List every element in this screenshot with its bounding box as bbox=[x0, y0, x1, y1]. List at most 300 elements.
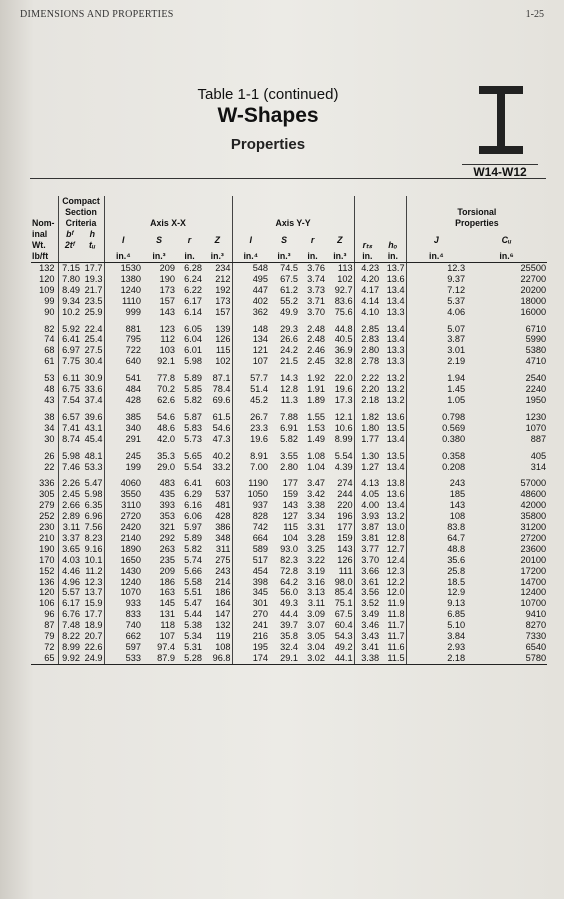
table-cell: 3.11 bbox=[307, 598, 326, 609]
table-cell: 92.1 bbox=[157, 356, 176, 367]
table-cell: 11.9 bbox=[387, 598, 405, 609]
table-row bbox=[31, 395, 547, 406]
table-cell: 54.6 bbox=[212, 422, 231, 433]
nominal-weight-cell: 190 bbox=[39, 543, 55, 554]
table-cell: 127 bbox=[282, 511, 299, 522]
table-cell: 6.06 bbox=[184, 511, 203, 522]
table-cell: 1380 bbox=[104, 274, 142, 285]
table-cell: 447 bbox=[232, 285, 269, 296]
table-cell: 32.8 bbox=[334, 356, 353, 367]
table-cell: 1.45 bbox=[406, 384, 466, 395]
unit-cell bbox=[81, 251, 104, 263]
table-cell: 398 bbox=[232, 577, 269, 588]
table-cell: 3.84 bbox=[406, 631, 466, 642]
nominal-weight-cell: 53 bbox=[44, 373, 55, 384]
table-cell: 3.49 bbox=[354, 609, 380, 620]
table-cell: 454 bbox=[232, 566, 269, 577]
table-cell: 5.51 bbox=[184, 587, 203, 598]
table-cell: 173 bbox=[215, 295, 231, 306]
table-cell: 12.4 bbox=[386, 554, 405, 565]
table-cell: 7.46 bbox=[58, 462, 81, 473]
table-cell: 495 bbox=[232, 274, 269, 285]
table-cell: 6.35 bbox=[84, 500, 103, 511]
table-cell: 386 bbox=[215, 522, 231, 533]
axis-xx-header: Axis X-X bbox=[104, 196, 232, 229]
table-cell: 12.2 bbox=[386, 576, 405, 587]
table-cell: 143 bbox=[282, 500, 299, 511]
table-cell: 2.46 bbox=[307, 345, 326, 356]
unit-cell: in. bbox=[354, 251, 380, 263]
table-cell: 4.17 bbox=[354, 285, 380, 296]
unit-cell: in.³ bbox=[142, 251, 176, 263]
table-cell: 119 bbox=[215, 631, 231, 642]
table-cell: 107 bbox=[159, 631, 176, 642]
table-cell: 13.2 bbox=[386, 384, 405, 395]
table-cell: 18.5 bbox=[406, 577, 466, 588]
table-cell: 533 bbox=[104, 653, 142, 664]
table-cell: 340 bbox=[104, 423, 142, 434]
table-cell: 0.569 bbox=[406, 423, 466, 434]
table-cell: 1050 bbox=[232, 489, 269, 500]
unit-cell: in. bbox=[299, 251, 326, 263]
table-cell: 13.0 bbox=[386, 522, 405, 533]
table-cell: 3.70 bbox=[307, 306, 326, 317]
table-cell: 7.12 bbox=[406, 285, 466, 296]
table-cell: 385 bbox=[104, 412, 142, 423]
table-cell: 1.94 bbox=[406, 373, 466, 384]
table-cell: 548 bbox=[232, 263, 269, 274]
table-cell: 541 bbox=[104, 373, 142, 384]
table-cell: 64.2 bbox=[280, 576, 299, 587]
table-cell: 5.47 bbox=[184, 598, 203, 609]
table-cell: 405 bbox=[530, 450, 547, 461]
table-cell: 214 bbox=[215, 576, 231, 587]
table-cell: 2140 bbox=[104, 533, 142, 544]
table-cell: 87.1 bbox=[212, 373, 231, 384]
table-cell: 6.05 bbox=[184, 323, 203, 334]
table-cell: 11.7 bbox=[387, 631, 405, 642]
table-row bbox=[31, 462, 547, 473]
table-cell: 662 bbox=[104, 631, 142, 642]
table-cell: 85.4 bbox=[334, 587, 353, 598]
table-cell: 23.5 bbox=[84, 295, 103, 306]
nominal-weight-cell: 152 bbox=[39, 565, 55, 576]
table-cell: 143 bbox=[159, 306, 176, 317]
table-cell: 16000 bbox=[520, 306, 547, 317]
table-cell: 42000 bbox=[520, 500, 547, 511]
nominal-weight-cell: 99 bbox=[44, 295, 55, 306]
table-cell: 1.49 bbox=[307, 433, 326, 444]
table-cell: 57.7 bbox=[232, 373, 269, 384]
table-cell: 5.89 bbox=[184, 532, 203, 543]
table-cell: 53.3 bbox=[84, 461, 103, 472]
table-cell: 37.4 bbox=[84, 394, 103, 405]
table-cell: 1.55 bbox=[307, 411, 326, 422]
table-cell: 1.91 bbox=[307, 384, 326, 395]
table-cell: 5990 bbox=[525, 334, 547, 345]
properties-table-body bbox=[31, 263, 547, 665]
table-cell: 3.13 bbox=[307, 587, 326, 598]
table-cell: 428 bbox=[215, 511, 231, 522]
table-cell: 6.22 bbox=[184, 284, 203, 295]
table-cell: 6.41 bbox=[184, 478, 203, 489]
table-row bbox=[31, 522, 547, 533]
table-subtitle: Properties bbox=[230, 136, 306, 153]
table-cell: 11.7 bbox=[387, 620, 405, 631]
table-cell: 3.01 bbox=[406, 345, 466, 356]
ho-header: hₒ bbox=[388, 240, 398, 250]
w-shape-section-icon bbox=[471, 84, 531, 156]
table-cell: 1.08 bbox=[307, 450, 326, 461]
table-cell: 664 bbox=[232, 533, 269, 544]
table-cell: 1.30 bbox=[354, 451, 380, 462]
table-cell: 5.83 bbox=[184, 422, 203, 433]
table-cell: 999 bbox=[104, 307, 142, 318]
table-cell: 3.19 bbox=[307, 565, 326, 576]
table-cell: 40.5 bbox=[334, 334, 353, 345]
table-cell: 3110 bbox=[104, 500, 142, 511]
table-row bbox=[31, 285, 547, 296]
table-cell: 2.22 bbox=[354, 373, 380, 384]
nominal-weight-cell: 279 bbox=[39, 500, 55, 511]
table-cell: 164 bbox=[215, 598, 231, 609]
table-cell: 933 bbox=[104, 598, 142, 609]
table-cell: 11.6 bbox=[387, 642, 405, 652]
table-cell: 157 bbox=[159, 295, 176, 306]
table-cell: 6.17 bbox=[58, 598, 81, 609]
table-cell: 5.37 bbox=[406, 296, 466, 307]
table-row bbox=[31, 451, 547, 462]
nominal-weight-cell: 43 bbox=[44, 394, 55, 405]
table-cell: 274 bbox=[337, 478, 353, 489]
table-cell: 121 bbox=[232, 345, 269, 356]
table-cell: 3.56 bbox=[354, 587, 380, 598]
compact-criteria-header: Compact Section Criteria bbox=[58, 196, 104, 229]
table-cell: 3.61 bbox=[354, 577, 380, 588]
table-cell: 186 bbox=[159, 576, 176, 587]
table-row bbox=[31, 609, 547, 620]
table-cell: 3.77 bbox=[354, 544, 380, 555]
table-cell: 722 bbox=[104, 345, 142, 356]
table-cell: 5.92 bbox=[58, 324, 81, 335]
nominal-weight-cell: 65 bbox=[31, 653, 58, 664]
table-cell: 6.04 bbox=[184, 334, 203, 345]
table-cell: 62.6 bbox=[157, 394, 176, 405]
table-cell: 6.14 bbox=[184, 306, 203, 317]
table-cell: 270 bbox=[232, 609, 269, 620]
table-cell: 11.8 bbox=[387, 609, 405, 620]
table-cell: 134 bbox=[232, 334, 269, 345]
table-cell: 1.77 bbox=[354, 434, 380, 445]
table-cell: 21.5 bbox=[280, 356, 299, 367]
table-cell: 13.7 bbox=[84, 587, 103, 598]
table-cell: 2.80 bbox=[280, 461, 299, 472]
table-cell: 13.4 bbox=[386, 334, 405, 345]
nominal-weight-cell: 305 bbox=[39, 489, 55, 500]
table-cell: 2.18 bbox=[354, 395, 380, 406]
table-row bbox=[31, 373, 547, 384]
table-cell: 10.2 bbox=[58, 307, 81, 318]
table-cell: 51.4 bbox=[232, 384, 269, 395]
table-cell: 6.16 bbox=[184, 500, 203, 511]
unit-cell bbox=[58, 251, 81, 263]
table-cell: 47.3 bbox=[212, 433, 231, 444]
table-cell: 3550 bbox=[104, 489, 142, 500]
table-cell: 115 bbox=[283, 522, 299, 533]
table-cell: 174 bbox=[232, 653, 269, 664]
table-cell: 32.4 bbox=[280, 642, 299, 652]
table-cell: 13.7 bbox=[386, 263, 405, 273]
sym-zx: Z bbox=[214, 234, 220, 245]
unit-cell: in. bbox=[380, 251, 406, 263]
table-cell: 13.4 bbox=[386, 323, 405, 334]
table-cell: 70.2 bbox=[157, 384, 176, 395]
unit-cell: lb/ft bbox=[31, 251, 58, 263]
table-cell: 4.20 bbox=[354, 274, 380, 285]
table-row bbox=[31, 653, 547, 664]
table-cell: 6.96 bbox=[84, 511, 103, 522]
table-cell: 10.6 bbox=[334, 422, 353, 433]
table-cell: 98.0 bbox=[334, 576, 353, 587]
table-title-block bbox=[178, 86, 358, 153]
table-cell: 42.0 bbox=[157, 433, 176, 444]
table-cell: 2.19 bbox=[406, 356, 466, 367]
table-cell: 48.1 bbox=[84, 450, 103, 461]
table-cell: 6710 bbox=[525, 323, 547, 334]
table-row bbox=[31, 384, 547, 395]
table-cell: 13.5 bbox=[386, 450, 405, 461]
table-cell: 5.47 bbox=[84, 478, 103, 489]
table-cell: 275 bbox=[215, 554, 231, 565]
table-row bbox=[31, 631, 547, 642]
table-cell: 43.1 bbox=[84, 422, 103, 433]
table-cell: 235 bbox=[159, 554, 176, 565]
nominal-weight-cell: 120 bbox=[39, 273, 55, 284]
table-cell: 2.18 bbox=[406, 653, 466, 664]
table-cell: 6.57 bbox=[58, 412, 81, 423]
table-cell: 36.9 bbox=[334, 345, 353, 356]
table-cell: 5.87 bbox=[184, 411, 203, 422]
table-cell: 9.16 bbox=[84, 543, 103, 554]
table-cell: 2.89 bbox=[58, 511, 81, 522]
table-cell: 12.9 bbox=[406, 587, 466, 598]
table-cell: 195 bbox=[232, 642, 269, 653]
nominal-weight-cell: 74 bbox=[44, 334, 55, 345]
table-cell: 484 bbox=[104, 384, 142, 395]
table-cell: 132 bbox=[215, 620, 231, 631]
table-cell: 115 bbox=[215, 345, 231, 356]
table-cell: 20200 bbox=[520, 284, 547, 295]
nominal-weight-cell: 79 bbox=[44, 631, 55, 642]
table-cell: 4060 bbox=[104, 478, 142, 489]
table-row bbox=[31, 642, 547, 653]
table-cell: 5.97 bbox=[184, 522, 203, 533]
table-cell: 112 bbox=[160, 334, 176, 345]
table-cell: 362 bbox=[232, 307, 269, 318]
nominal-weight-cell: 72 bbox=[44, 642, 55, 652]
unit-cell: in.⁶ bbox=[466, 251, 547, 263]
table-cell: 589 bbox=[232, 544, 269, 555]
table-cell: 3.37 bbox=[58, 533, 81, 544]
table-cell: 2720 bbox=[104, 511, 142, 522]
table-cell: 243 bbox=[406, 478, 466, 489]
table-cell: 14.3 bbox=[280, 373, 299, 384]
table-cell: 6.28 bbox=[184, 263, 203, 273]
table-cell: 108 bbox=[215, 642, 231, 652]
table-cell: 212 bbox=[215, 273, 231, 284]
table-cell: 2.45 bbox=[58, 489, 81, 500]
table-cell: 102 bbox=[215, 356, 231, 367]
table-cell: 13.8 bbox=[386, 478, 405, 489]
table-cell: 1240 bbox=[104, 577, 142, 588]
table-row bbox=[31, 500, 547, 511]
table-cell: 177 bbox=[337, 522, 353, 533]
nominal-weight-cell: 106 bbox=[39, 598, 55, 609]
table-cell: 17.3 bbox=[334, 394, 353, 405]
table-cell: 3.07 bbox=[307, 620, 326, 631]
table-cell: 828 bbox=[232, 511, 269, 522]
table-cell: 1950 bbox=[525, 394, 547, 405]
table-cell: 2.20 bbox=[354, 384, 380, 395]
table-cell: 48.6 bbox=[157, 422, 176, 433]
table-cell: 13.3 bbox=[386, 345, 405, 356]
table-cell: 5.82 bbox=[280, 433, 299, 444]
table-cell: 11.3 bbox=[280, 394, 299, 405]
table-cell: 10.1 bbox=[84, 554, 103, 565]
nominal-weight-cell: 68 bbox=[44, 345, 55, 356]
table-cell: 24.2 bbox=[280, 345, 299, 356]
table-cell: 4.39 bbox=[334, 461, 353, 472]
running-head: DIMENSIONS AND PROPERTIES bbox=[20, 9, 174, 20]
unit-cell: in.⁴ bbox=[406, 251, 466, 263]
table-cell: 220 bbox=[337, 500, 353, 511]
table-cell: 29.3 bbox=[280, 323, 299, 334]
table-cell: 3.65 bbox=[58, 544, 81, 555]
table-cell: 603 bbox=[215, 478, 231, 489]
table-row bbox=[31, 533, 547, 544]
table-cell: 1.80 bbox=[354, 423, 380, 434]
table-cell: 393 bbox=[159, 500, 176, 511]
table-cell: 97.4 bbox=[157, 642, 176, 652]
table-cell: 6.75 bbox=[58, 384, 81, 395]
table-cell: 2.78 bbox=[354, 356, 380, 367]
table-row bbox=[31, 587, 547, 598]
table-cell: 157 bbox=[215, 306, 231, 317]
table-cell: 1430 bbox=[104, 566, 142, 577]
table-cell: 263 bbox=[159, 543, 176, 554]
table-cell: 5.66 bbox=[184, 565, 203, 576]
table-cell: 3.55 bbox=[280, 450, 299, 461]
sym-cw: Cᵤ bbox=[501, 234, 512, 245]
table-cell: 22.6 bbox=[84, 642, 103, 652]
unit-cell: in.⁴ bbox=[232, 251, 269, 263]
nominal-weight-cell: 82 bbox=[44, 323, 55, 334]
nominal-weight-cell: 336 bbox=[39, 478, 55, 489]
table-cell: 5.65 bbox=[184, 450, 203, 461]
table-cell: 25.8 bbox=[406, 566, 466, 577]
table-cell: 8.23 bbox=[84, 532, 103, 543]
table-cell: 9.92 bbox=[58, 653, 81, 664]
table-row bbox=[31, 345, 547, 356]
table-cell: 1.53 bbox=[307, 422, 326, 433]
nominal-weight-cell: 48 bbox=[44, 384, 55, 395]
table-cell: 3.47 bbox=[307, 478, 326, 489]
table-row bbox=[31, 296, 547, 307]
nominal-weight-cell: 109 bbox=[39, 284, 55, 295]
table-cell: 241 bbox=[232, 620, 269, 631]
table-cell: 12.3 bbox=[406, 263, 466, 274]
table-cell: 517 bbox=[232, 555, 269, 566]
table-cell: 209 bbox=[159, 565, 176, 576]
table-cell: 2.66 bbox=[58, 500, 81, 511]
table-cell: 10700 bbox=[520, 598, 547, 609]
table-cell: 17200 bbox=[520, 565, 547, 576]
table-cell: 118 bbox=[160, 620, 176, 631]
table-cell: 5.74 bbox=[184, 554, 203, 565]
table-cell: 23.3 bbox=[232, 423, 269, 434]
table-cell: 75.1 bbox=[334, 598, 353, 609]
table-cell: 67.5 bbox=[280, 273, 299, 284]
table-cell: 5.54 bbox=[334, 450, 353, 461]
table-cell: 3.71 bbox=[307, 295, 326, 306]
table-cell: 6.85 bbox=[406, 609, 466, 620]
table-cell: 19.6 bbox=[232, 434, 269, 445]
table-cell: 31200 bbox=[520, 522, 547, 533]
table-cell: 12.3 bbox=[84, 576, 103, 587]
nominal-weight-cell: 38 bbox=[44, 411, 55, 422]
table-cell: 107 bbox=[232, 356, 269, 367]
unit-cell: in.⁴ bbox=[104, 251, 142, 263]
table-cell: 12.0 bbox=[386, 587, 405, 598]
table-cell: 54.6 bbox=[157, 411, 176, 422]
table-cell: 3.28 bbox=[307, 532, 326, 543]
table-cell: 77.8 bbox=[157, 373, 176, 384]
table-cell: 0.380 bbox=[406, 434, 466, 445]
table-top-rule bbox=[30, 178, 546, 179]
table-cell: 13.5 bbox=[386, 422, 405, 433]
table-cell: 139 bbox=[215, 323, 231, 334]
header-row-symbols bbox=[31, 229, 547, 251]
sym-j: J bbox=[406, 229, 466, 251]
table-cell: 348 bbox=[215, 532, 231, 543]
table-cell: 3.81 bbox=[354, 533, 380, 544]
table-cell: 30.4 bbox=[84, 356, 103, 367]
table-cell: 11.5 bbox=[380, 653, 406, 664]
table-cell: 742 bbox=[232, 522, 269, 533]
table-cell: 481 bbox=[215, 500, 231, 511]
table-cell: 1190 bbox=[232, 478, 269, 489]
table-row bbox=[31, 577, 547, 588]
table-cell: 83.6 bbox=[334, 295, 353, 306]
table-cell: 145 bbox=[159, 598, 176, 609]
table-cell: 4710 bbox=[525, 356, 547, 367]
table-cell: 93.0 bbox=[280, 543, 299, 554]
table-cell: 3.38 bbox=[354, 653, 380, 664]
table-cell: 3.76 bbox=[307, 263, 326, 273]
sym-iy: I bbox=[232, 229, 269, 251]
table-cell: 483 bbox=[159, 478, 176, 489]
table-cell: 12.3 bbox=[386, 565, 405, 576]
table-cell: 92.7 bbox=[334, 284, 353, 295]
table-row bbox=[31, 356, 547, 367]
sym-sy: S bbox=[281, 234, 287, 245]
table-cell: 83.8 bbox=[406, 522, 466, 533]
table-cell: 23600 bbox=[520, 543, 547, 554]
table-cell: 190 bbox=[159, 273, 176, 284]
table-cell: 3.93 bbox=[354, 511, 380, 522]
table-cell: 57000 bbox=[520, 478, 547, 489]
table-cell: 126 bbox=[215, 334, 231, 345]
